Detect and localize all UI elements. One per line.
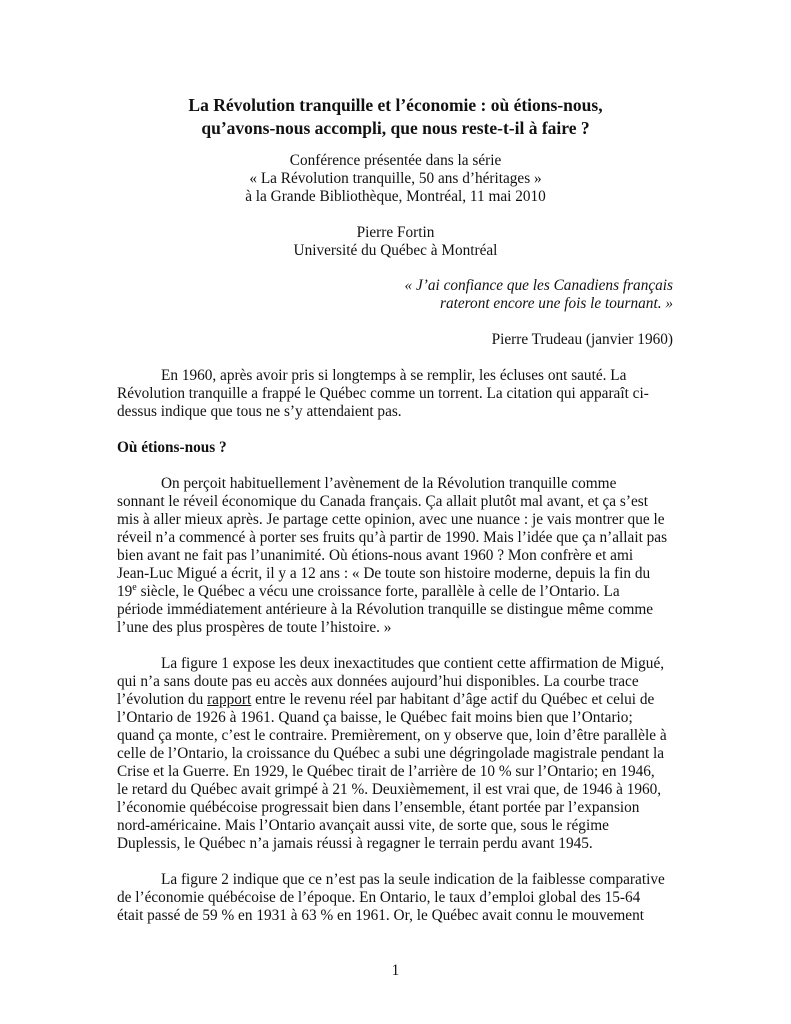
paragraph-line: réveil n’a commencé à porter ses fruits qu’à partir de 1990. Mais l’idée que ça n’allait pas (117, 529, 668, 546)
author-block (0, 224, 791, 260)
intro-line: Révolution tranquille a frappé le Québec comme un torrent. La citation qui apparaît ci- (117, 385, 649, 402)
paragraph-line: nord-américaine. Mais l’Ontario avançait aussi vite, de sorte que, sous le régime (117, 817, 609, 834)
paragraph-line: était passé de 59 % en 1931 à 63 % en 1961. Or, le Québec avait connu le mouvement (117, 907, 644, 924)
paragraph-line: La figure 2 indique que ce n’est pas la seule indication de la faiblesse comparative (161, 871, 665, 888)
paragraph-line: bien avant ne fait pas l’unanimité. Où étions-nous avant 1960 ? Mon confrère et ami (117, 547, 634, 564)
paragraph-line: quand ça monte, c’est le contraire. Premièrement, on y observe que, loin d’être parallèle à (117, 727, 667, 744)
paragraph-line: qui n’a sans doute pas eu accès aux données aujourd’hui disponibles. La courbe trace (117, 673, 639, 690)
underlined-word: rapport (207, 691, 252, 708)
section-heading: Où étions-nous ? (117, 439, 227, 456)
conference-line: « La Révolution tranquille, 50 ans d’héritages » (249, 170, 542, 187)
author-name: Pierre Fortin (356, 224, 435, 241)
epigraph-line: « J’ai confiance que les Canadiens français (404, 277, 673, 294)
title-line: qu’avons-nous accompli, que nous reste-t-il à faire ? (201, 118, 590, 138)
conference-info (0, 152, 791, 206)
intro-line: dessus indique que tous ne s’y attendaient pas. (117, 403, 402, 420)
conference-line: à la Grande Bibliothèque, Montréal, 11 mai 2010 (245, 188, 546, 205)
paragraph-line: celle de l’Ontario, la croissance du Québec a subi une dégringolade magistrale pendant la (117, 745, 665, 762)
author-affiliation: Université du Québec à Montréal (293, 242, 498, 259)
paragraph-line (117, 583, 620, 601)
epigraph-quote (405, 277, 674, 313)
paragraph-line: On perçoit habituellement l’avènement de la Révolution tranquille comme (161, 475, 617, 492)
conference-line: Conférence présentée dans la série (289, 152, 502, 169)
paragraph-line (117, 691, 654, 709)
line-text: siècle, le Québec a vécu une croissance forte, parallèle à celle de l’Ontario. La (136, 583, 620, 600)
paragraph-line: sonnant le réveil économique du Canada français. Ça allait plutôt mal avant, et ça s’est (117, 493, 648, 510)
paragraph-line: mis à aller mieux après. Je partage cette opinion, avec une nuance : je vais montrer que le (117, 511, 665, 528)
epigraph-attribution: Pierre Trudeau (janvier 1960) (491, 331, 673, 348)
page-number: 1 (391, 962, 400, 979)
paragraph-line: Jean-Luc Migué a écrit, il y a 12 ans : « De toute son histoire moderne, depuis la fin du (117, 565, 651, 582)
line-text: entre le revenu réel par habitant d’âge actif du Québec et celui de (251, 691, 655, 708)
paragraph-line: Crise et la Guerre. En 1929, le Québec tirait de l’arrière de 10 % sur l’Ontario; en 1946, (117, 763, 655, 780)
title-line: La Révolution tranquille et l’économie : où étions-nous, (188, 95, 603, 115)
line-text: l’évolution du (117, 691, 208, 708)
paragraph-line: de l’économie québécoise de l’époque. En Ontario, le taux d’emploi global des 15-64 (117, 889, 641, 906)
paragraph-line: l’une des plus prospères de toute l’histoire. » (117, 619, 392, 636)
paragraph-line: La figure 1 expose les deux inexactitudes que contient cette affirmation de Migué, (161, 655, 665, 672)
document-title (0, 94, 791, 140)
century-number: 19 (117, 583, 133, 600)
paragraph-line: le retard du Québec avait grimpé à 21 %. Deuxièmement, il est vrai que, de 1946 à 1960, (117, 781, 662, 798)
superscript: e (132, 581, 137, 593)
paragraph-line: l’économie québécoise progressait bien dans l’ensemble, étant portée par l’expansion (117, 799, 640, 816)
epigraph-line: rateront encore une fois le tournant. » (440, 295, 673, 312)
intro-line: En 1960, après avoir pris si longtemps à se remplir, les écluses ont sauté. La (161, 367, 627, 384)
paragraph-line: l’Ontario de 1926 à 1961. Quand ça baisse, le Québec fait moins bien que l’Ontario; (117, 709, 633, 726)
paragraph-line: période immédiatement antérieure à la Révolution tranquille se distingue même comme (117, 601, 654, 618)
paragraph-line: Duplessis, le Québec n’a jamais réussi à regagner le terrain perdu avant 1945. (117, 835, 593, 852)
